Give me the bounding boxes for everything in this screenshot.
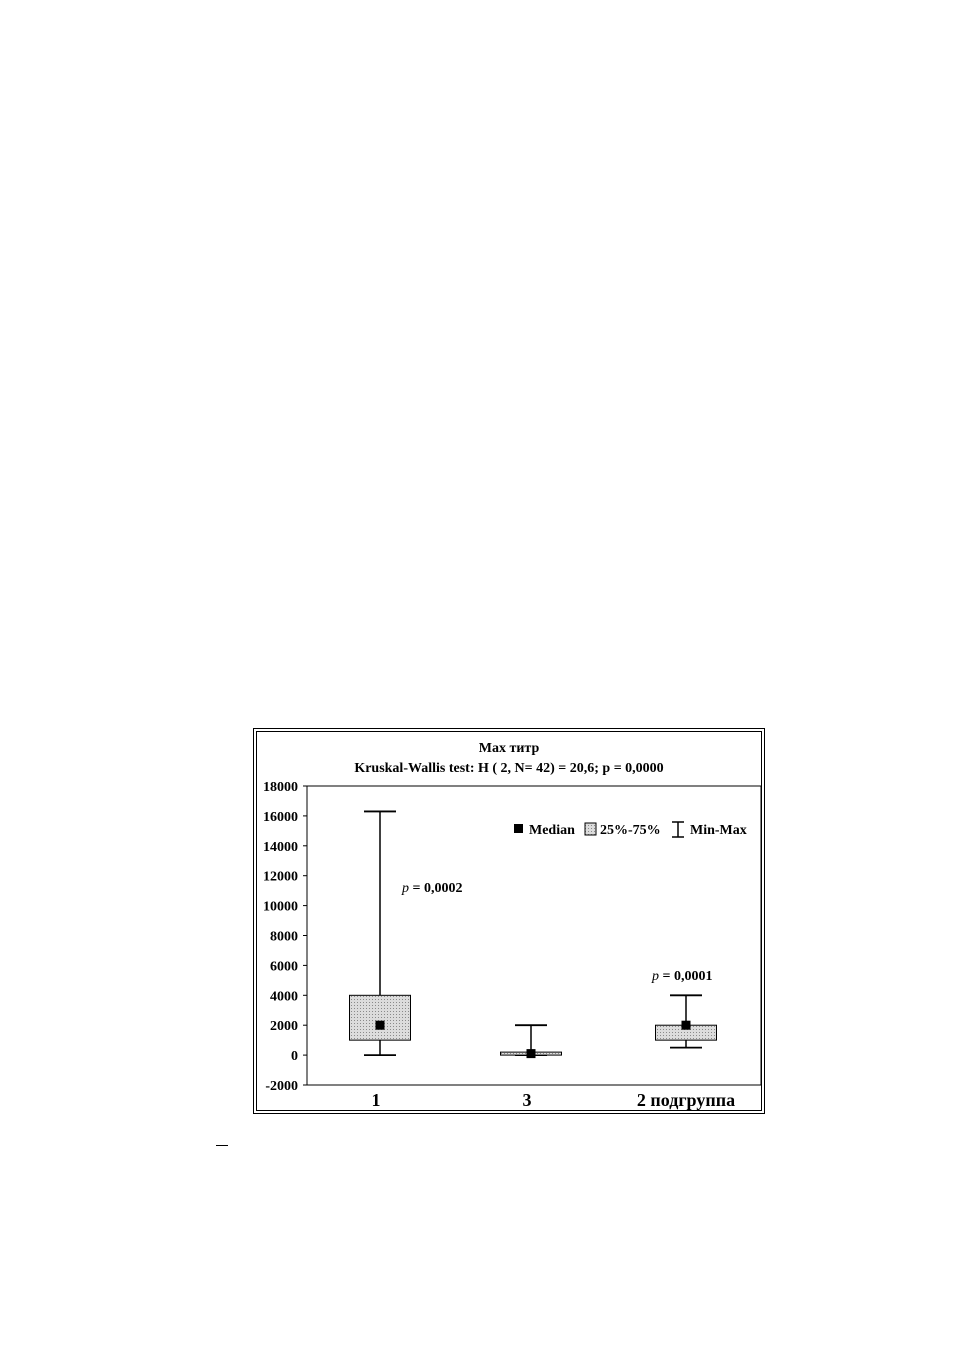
box-group-1	[350, 811, 463, 1055]
p-value-annotation	[401, 881, 462, 896]
p-value: = 0,0002	[412, 881, 463, 896]
chart-title: Max титр	[478, 741, 540, 756]
legend-median-swatch	[514, 824, 523, 833]
legend-minmax-label: Min-Max	[690, 823, 747, 838]
y-tick-label: 4000	[270, 989, 298, 1005]
x-category-label: 1	[371, 1090, 381, 1110]
median-marker	[527, 1049, 536, 1058]
p-value-annotation	[651, 969, 712, 984]
y-tick-label: 16000	[263, 809, 298, 825]
median-marker	[682, 1021, 691, 1030]
y-tick-label: 8000	[270, 929, 298, 945]
x-axis-categories	[372, 1090, 736, 1110]
box-group-2	[501, 1025, 562, 1058]
p-symbol: p	[402, 881, 413, 896]
p-value: = 0,0001	[662, 969, 713, 984]
y-tick-label: -2000	[265, 1079, 298, 1094]
y-tick-label: 6000	[270, 959, 298, 975]
legend-median-label: Median	[529, 823, 575, 838]
y-tick-label: 12000	[263, 869, 298, 885]
y-tick-label: 2000	[270, 1019, 298, 1035]
box-group-3	[651, 969, 717, 1048]
y-tick-label: 18000	[263, 780, 298, 795]
chart-subtitle: Kruskal-Wallis test: H ( 2, N= 42) = 20,6; p = 0,0000	[354, 761, 664, 776]
stray-dash-mark	[216, 1145, 228, 1146]
x-category-label: 3	[522, 1090, 532, 1110]
median-marker	[376, 1021, 385, 1030]
y-tick-label: 10000	[263, 899, 298, 915]
x-category-label: 2 подгруппа	[636, 1090, 736, 1110]
legend	[514, 822, 747, 838]
y-tick-label: 14000	[263, 839, 298, 855]
y-tick-label: 0	[291, 1049, 298, 1065]
p-symbol: p	[652, 969, 663, 984]
box-series	[350, 811, 717, 1058]
legend-iqr-swatch	[585, 823, 596, 835]
y-axis-ticks	[263, 780, 307, 1094]
legend-iqr-label: 25%-75%	[600, 823, 661, 838]
iqr-box	[350, 995, 411, 1040]
